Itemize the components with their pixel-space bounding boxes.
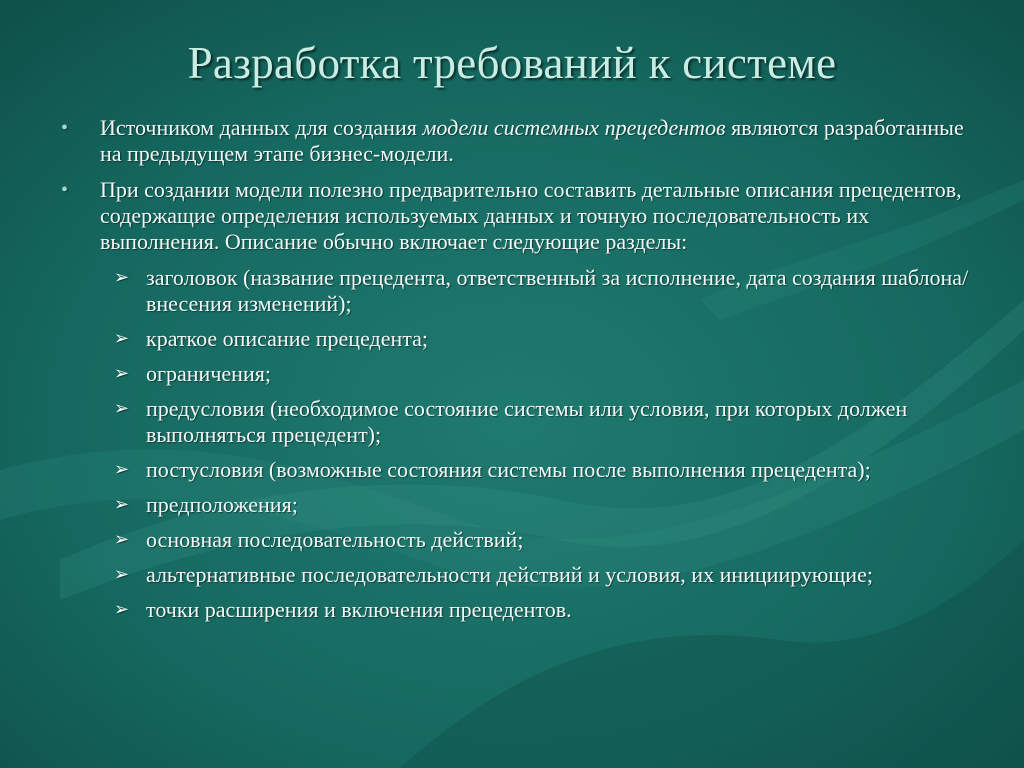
arrow-bullet-icon: ➢	[114, 459, 130, 480]
sub-item	[56, 457, 976, 483]
sub-item-text: предположения;	[146, 492, 298, 517]
bullet-item	[56, 115, 976, 167]
bullet-dot-icon: •	[61, 117, 69, 139]
sub-item	[56, 492, 976, 518]
sub-item	[56, 361, 976, 387]
bullet-dot-icon: •	[61, 179, 69, 201]
bullet-text: При создании модели полезно предварительно составить детальные описания прецедентов, содержащие определения используемых данных и точную последовательность их выполнения. Описание обычно включает следующие разделы:	[100, 177, 962, 254]
sub-item	[56, 396, 976, 448]
sub-item-text: предусловия (необходимое состояние системы или условия, при которых должен выполняться прецедент);	[146, 396, 908, 447]
sub-item	[56, 527, 976, 553]
arrow-bullet-icon: ➢	[114, 494, 130, 515]
arrow-bullet-icon: ➢	[114, 564, 130, 585]
arrow-bullet-icon: ➢	[114, 599, 130, 620]
sub-item-text: альтернативные последовательности действий и условия, их инициирующие;	[146, 562, 873, 587]
sub-item-text: заголовок (название прецедента, ответственный за исполнение, дата создания шаблона/внесения изменений);	[146, 265, 969, 316]
arrow-bullet-icon: ➢	[114, 398, 130, 419]
bullet-emphasis: модели системных прецедентов	[422, 115, 726, 140]
sub-item	[56, 326, 976, 352]
sub-item	[56, 562, 976, 588]
slide-content	[56, 115, 976, 632]
bullet-item	[56, 177, 976, 255]
sub-item-text: точки расширения и включения прецедентов.	[146, 597, 572, 622]
arrow-bullet-icon: ➢	[114, 267, 130, 288]
sub-item-text: краткое описание прецедента;	[146, 326, 429, 351]
arrow-bullet-icon: ➢	[114, 328, 130, 349]
bullet-text: Источником данных для создания	[100, 115, 423, 140]
sub-item-text: постусловия (возможные состояния системы после выполнения прецедента);	[146, 457, 871, 482]
sub-item	[56, 265, 976, 317]
slide-title: Разработка требований к системе	[187, 38, 837, 88]
sub-item-text: основная последовательность действий;	[146, 527, 524, 552]
sub-item	[56, 597, 976, 623]
sub-list	[56, 265, 976, 623]
sub-item-text: ограничения;	[146, 361, 271, 386]
arrow-bullet-icon: ➢	[114, 363, 130, 384]
bullet-text: являются разработанные на предыдущем этапе бизнес-модели.	[100, 115, 964, 166]
arrow-bullet-icon: ➢	[114, 529, 130, 550]
